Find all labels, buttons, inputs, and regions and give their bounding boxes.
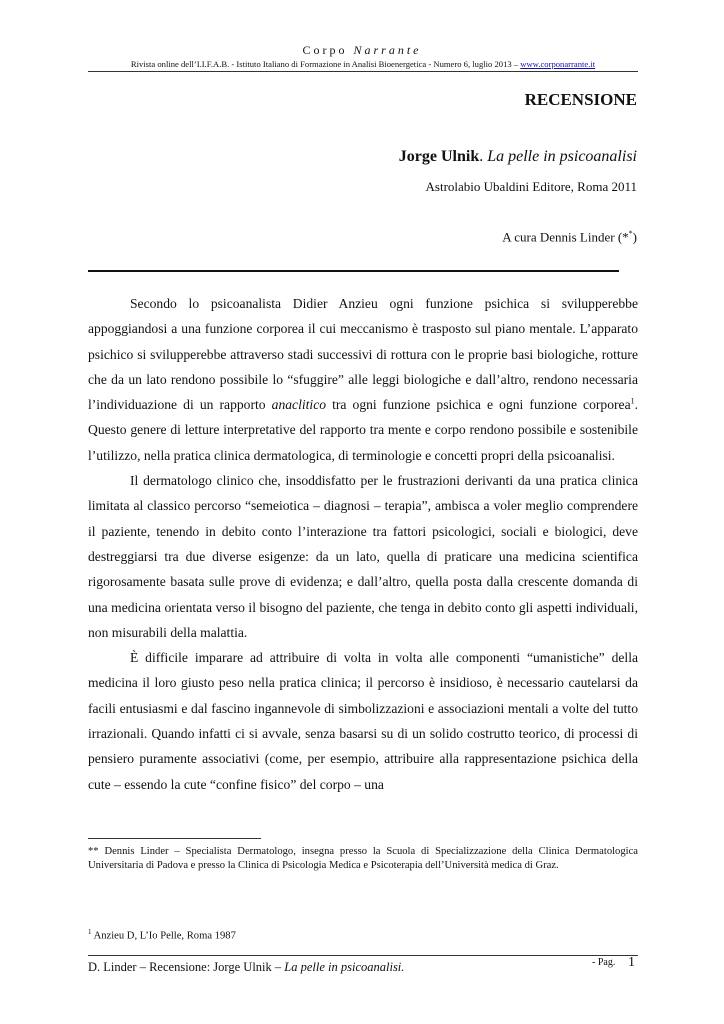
running-footer-text: D. Linder – Recensione: Jorge Ulnik – bbox=[88, 960, 285, 974]
paragraph-1 bbox=[88, 291, 638, 468]
editor-prefix: A cura Dennis Linder (* bbox=[502, 229, 629, 245]
footnote-1-number: 1 bbox=[88, 928, 92, 936]
paragraph-1-text-c: . Questo genere di letture interpretative del rapporto tra mente e corpo rendono possibile e sostenibile l’utilizzo, nella pratica clinica dermatologica, di terminologie e concetti propri della psicoanalisi. bbox=[88, 397, 639, 463]
footnote-1 bbox=[88, 928, 638, 942]
page-number: 1 bbox=[628, 955, 635, 970]
journal-subtitle bbox=[88, 59, 638, 69]
footnote-divider bbox=[88, 838, 261, 839]
author-footnote: ** Dennis Linder – Specialista Dermatologo, insegna presso la Scuola di Specializzazione della Clinica Dermatologica Universitaria di Padova e presso la Clinica di Psicologia Medica e Psicoterapia dell’Università medica di Graz. bbox=[88, 846, 638, 871]
book-title: La pelle in psicoanalisi bbox=[487, 148, 637, 165]
publisher-line: Astrolabio Ubaldini Editore, Roma 2011 bbox=[425, 179, 637, 194]
paragraph-1-text-b: tra ogni funzione psichica e ogni funzione corporea bbox=[326, 397, 631, 413]
citation-separator: . bbox=[479, 148, 488, 165]
footer-divider bbox=[88, 955, 638, 956]
editor-line bbox=[502, 229, 637, 245]
header-divider bbox=[88, 71, 638, 72]
paragraph-1-text-a: Secondo lo psicoanalista Didier Anzieu ogni funzione psichica si svilupperebbe appoggiandosi a una funzione corporea il cui meccanismo è trasposto sul piano mentale. L’apparato psichico si svilupperebbe attraverso stadi successivi di rottura con le proprie basi biologiche, rotture che da un lato rendono possibile lo “sfuggire” alle leggi biologiche e dall’altro, rendono necessaria l’individuazione di un rapporto bbox=[88, 296, 638, 413]
book-citation bbox=[399, 148, 637, 166]
journal-title-part-a: Corpo bbox=[302, 43, 348, 57]
journal-title-part-b: Narrante bbox=[353, 43, 422, 57]
footnote-reference-1[interactable]: 1 bbox=[630, 396, 635, 406]
editor-suffix: ) bbox=[632, 229, 637, 245]
page-label: - Pag. bbox=[592, 957, 616, 968]
journal-website-link[interactable]: www.corponarrante.it bbox=[520, 59, 596, 69]
running-footer-title: La pelle in psicoanalisi. bbox=[284, 960, 405, 974]
running-footer bbox=[88, 960, 404, 975]
journal-subtitle-text: Rivista online dell’I.I.F.A.B. - Istituto Italiano di Formazione in Analisi Bioenergetica - Numero 6, luglio 2013 – bbox=[130, 59, 521, 69]
paragraph-3: È difficile imparare ad attribuire di volta in volta alle componenti “umanistiche” della medicina il loro giusto peso nella pratica clinica; il percorso è insidioso, è necessario cautelarsi da facili entusiasmi e dal fascino ingannevole di simbolizzazioni e associazioni mentali a volte del tutto irrazionali. Quando infatti ci si avvale, senza basarsi su di un solido costrutto teorico, di processi di pensiero puramente associativi (come, per esempio, attribuire alla rappresentazione psichica della cute – essendo la cute “confine fisico” del corpo – una bbox=[88, 650, 638, 792]
paragraph-2: Il dermatologo clinico che, insoddisfatto per le frustrazioni derivanti da una pratica clinica limitata al classico percorso “semeiotica – diagnosi – terapia”, ambisca a voler meglio comprendere il paziente, tenendo in debito conto l’interazione tra fattori psicologici, sociali e biologici, deve destreggiarsi tra due diverse esigenze: da un lato, quella di praticare una medicina scientifica rigorosamente basata sulle prove di evidenza; e dall’altro, quella posta dalla crescente domanda di una medicina orientata verso il bisogno del paziente, che tenga in debito conto gli aspetti individuali, non misurabili della malattia. bbox=[88, 473, 638, 640]
editor-footnote-mark: * bbox=[628, 229, 633, 238]
book-author: Jorge Ulnik bbox=[398, 148, 480, 165]
article-body bbox=[88, 291, 638, 797]
section-heading: RECENSIONE bbox=[524, 90, 637, 109]
title-divider bbox=[88, 270, 619, 272]
footnote-1-text: Anzieu D, L’Io Pelle, Roma 1987 bbox=[91, 930, 236, 942]
paragraph-1-italic: anaclitico bbox=[271, 397, 327, 413]
journal-title bbox=[0, 43, 724, 58]
